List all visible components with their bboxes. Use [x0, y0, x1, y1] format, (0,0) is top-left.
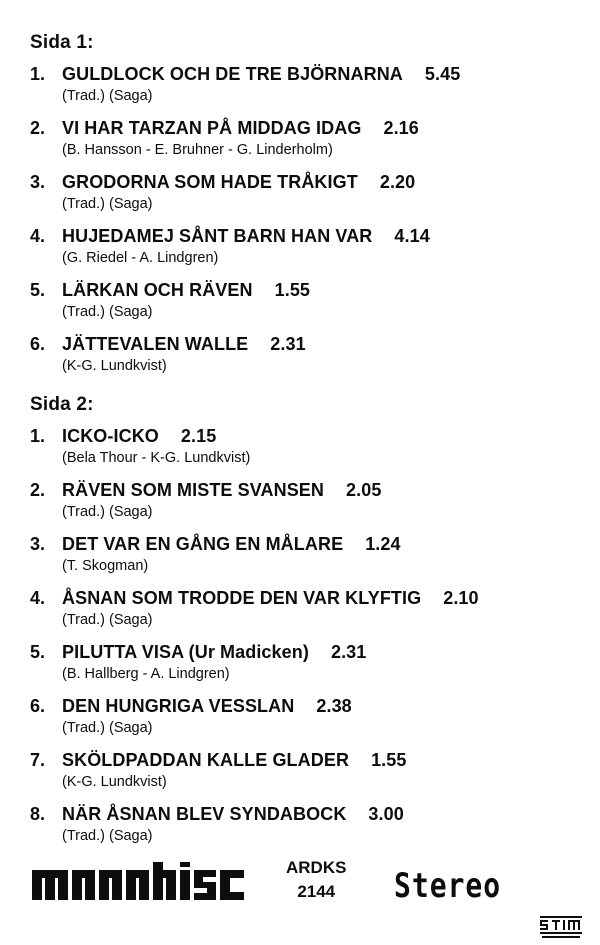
track-title — [62, 750, 407, 771]
track-title — [62, 334, 306, 355]
track-number: 6. — [30, 334, 46, 354]
track-credit: (Trad.) (Saga) — [62, 720, 153, 736]
track-duration: 2.10 — [443, 588, 479, 608]
moondisc-logo — [32, 862, 257, 900]
track-title — [62, 118, 419, 139]
track-item — [0, 588, 600, 642]
track-number: 3. — [30, 172, 46, 192]
track-title — [62, 426, 216, 447]
track-item — [0, 172, 600, 226]
track-title-text: JÄTTEVALEN WALLE — [62, 334, 249, 354]
track-number: 1. — [30, 64, 46, 84]
side-1-heading: Sida 1: — [30, 32, 94, 53]
track-title-text: ICKO-ICKO — [62, 426, 159, 446]
stereo-label: Stereo — [394, 866, 502, 906]
track-title-text: GRODORNA SOM HADE TRÅKIGT — [62, 172, 358, 192]
track-title-text: NÄR ÅSNAN BLEV SYNDABOCK — [62, 804, 347, 824]
track-credit: (Trad.) (Saga) — [62, 828, 153, 844]
track-credit: (Trad.) (Saga) — [62, 304, 153, 320]
track-credit: (B. Hallberg - A. Lindgren) — [62, 666, 230, 682]
track-duration: 4.14 — [394, 226, 430, 246]
track-title — [62, 804, 404, 825]
track-title — [62, 534, 401, 555]
track-item — [0, 118, 600, 172]
catalog-line-1: ARDKS — [286, 858, 347, 877]
track-title — [62, 64, 460, 85]
track-number: 8. — [30, 804, 46, 824]
track-title — [62, 226, 430, 247]
track-duration: 1.24 — [365, 534, 401, 554]
track-title-text: SKÖLDPADDAN KALLE GLADER — [62, 750, 350, 770]
track-duration: 2.31 — [330, 642, 367, 662]
track-duration: 1.55 — [274, 280, 311, 300]
track-title-text: GULDLOCK OCH DE TRE BJÖRNARNA — [62, 64, 403, 84]
track-item — [0, 534, 600, 588]
track-title — [62, 642, 366, 663]
track-title-text: ÅSNAN SOM TRODDE DEN VAR KLYFTIG — [62, 588, 422, 608]
track-number: 6. — [30, 696, 46, 716]
track-title-text: VI HAR TARZAN PÅ MIDDAG IDAG — [62, 118, 362, 138]
stim-copyright-mark — [538, 915, 584, 939]
track-title — [62, 696, 352, 717]
track-title-text: RÄVEN SOM MISTE SVANSEN — [62, 480, 324, 500]
catalog-line-2: 2144 — [297, 882, 336, 901]
track-title-text: HUJEDAMEJ SÅNT BARN HAN VAR — [62, 226, 373, 246]
track-title — [62, 588, 479, 609]
track-credit: (Trad.) (Saga) — [62, 504, 153, 520]
track-title — [62, 480, 381, 501]
track-title-text: DET VAR EN GÅNG EN MÅLARE — [62, 534, 344, 554]
track-item — [0, 64, 600, 118]
track-number: 2. — [30, 118, 46, 138]
track-duration: 2.15 — [180, 426, 217, 446]
track-item — [0, 280, 600, 334]
track-title-text: LÄRKAN OCH RÄVEN — [62, 280, 253, 300]
track-number: 2. — [30, 480, 46, 500]
track-item — [0, 804, 600, 858]
track-credit: (T. Skogman) — [62, 558, 149, 574]
track-number: 1. — [30, 426, 46, 446]
track-credit: (Trad.) (Saga) — [62, 88, 153, 104]
track-credit: (Bela Thour - K-G. Lundkvist) — [62, 450, 251, 466]
track-number: 4. — [30, 226, 46, 246]
track-credit: (Trad.) (Saga) — [62, 612, 153, 628]
track-title — [62, 172, 415, 193]
track-title — [62, 280, 310, 301]
track-number: 5. — [30, 642, 46, 662]
catalog-number — [286, 856, 346, 904]
track-item — [0, 750, 600, 804]
side-1-tracklist — [0, 64, 600, 388]
track-credit: (B. Hansson - E. Bruhner - G. Linderholm) — [62, 142, 333, 158]
track-duration: 2.31 — [270, 334, 306, 354]
track-item — [0, 226, 600, 280]
track-duration: 3.00 — [368, 804, 404, 824]
track-item — [0, 480, 600, 534]
track-duration: 1.55 — [371, 750, 407, 770]
side-2-tracklist — [0, 426, 600, 858]
track-duration: 5.45 — [424, 64, 461, 84]
track-number: 4. — [30, 588, 46, 608]
track-item — [0, 426, 600, 480]
track-credit: (K-G. Lundkvist) — [62, 358, 167, 374]
track-duration: 2.20 — [379, 172, 416, 192]
track-item — [0, 334, 600, 388]
track-number: 5. — [30, 280, 46, 300]
track-credit: (G. Riedel - A. Lindgren) — [62, 250, 219, 266]
track-number: 7. — [30, 750, 46, 770]
track-duration: 2.05 — [346, 480, 382, 500]
track-title-text: PILUTTA VISA (Ur Madicken) — [62, 642, 309, 662]
track-item — [0, 642, 600, 696]
side-2-heading: Sida 2: — [30, 394, 94, 415]
track-credit: (Trad.) (Saga) — [62, 196, 153, 212]
track-title-text: DEN HUNGRIGA VESSLAN — [62, 696, 295, 716]
track-duration: 2.16 — [383, 118, 419, 138]
track-number: 3. — [30, 534, 46, 554]
track-credit: (K-G. Lundkvist) — [62, 774, 167, 790]
track-duration: 2.38 — [316, 696, 352, 716]
track-item — [0, 696, 600, 750]
